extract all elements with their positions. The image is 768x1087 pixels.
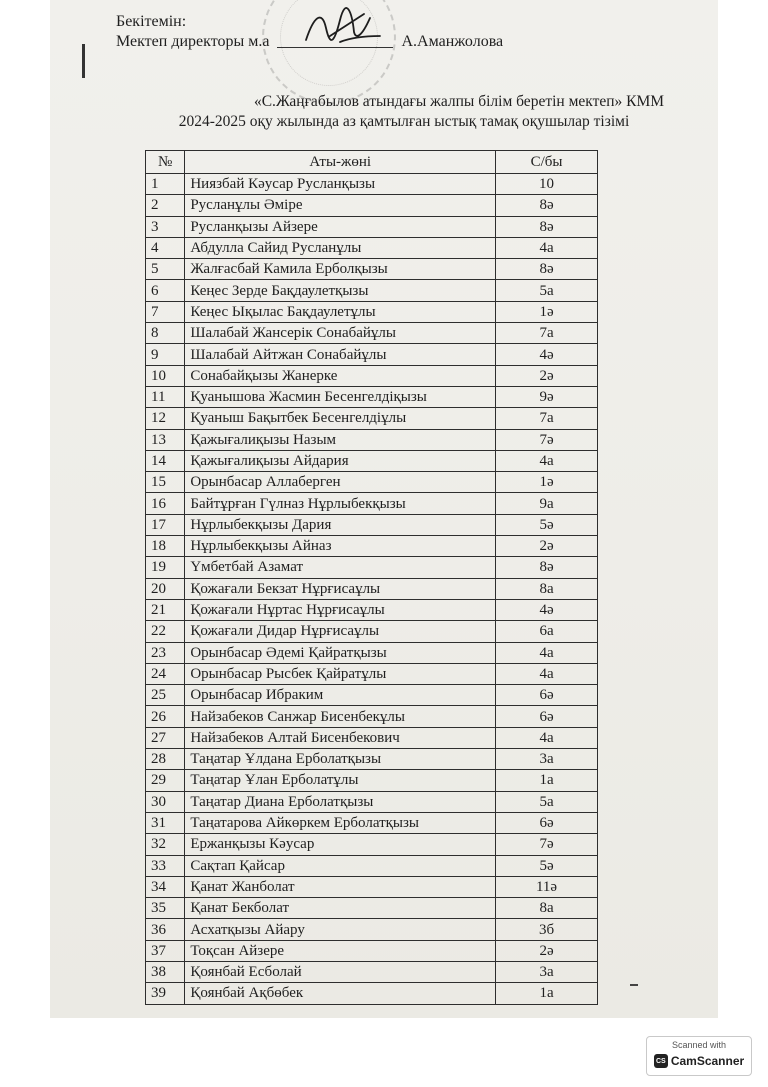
row-class: 4а: [496, 237, 598, 258]
watermark-caption: Scanned with: [671, 1040, 727, 1050]
row-class: 8ә: [496, 259, 598, 280]
row-class: 5а: [496, 280, 598, 301]
row-number: 34: [146, 876, 185, 897]
row-class: 4а: [496, 642, 598, 663]
row-name: Абдулла Сайид Русланұлы: [185, 237, 496, 258]
row-number: 14: [146, 450, 185, 471]
row-class: 8ә: [496, 195, 598, 216]
row-number: 29: [146, 770, 185, 791]
camscanner-logo-icon: CS: [654, 1054, 668, 1068]
table-row: [146, 514, 598, 535]
margin-mark: [82, 44, 85, 78]
row-class: 11ә: [496, 876, 598, 897]
row-class: 10: [496, 174, 598, 195]
row-number: 9: [146, 344, 185, 365]
row-number: 30: [146, 791, 185, 812]
row-class: 7а: [496, 323, 598, 344]
row-number: 39: [146, 983, 185, 1004]
row-class: 5ә: [496, 514, 598, 535]
table-row: [146, 898, 598, 919]
row-name: Орынбасар Аллаберген: [185, 472, 496, 493]
margin-dash: [630, 984, 638, 986]
row-class: 8а: [496, 578, 598, 599]
table-row: [146, 386, 598, 407]
row-name: Таңатарова Айкөркем Ерболатқызы: [185, 812, 496, 833]
row-number: 11: [146, 386, 185, 407]
approver-position: Мектеп директоры м.а: [116, 33, 270, 50]
row-class: 8ә: [496, 216, 598, 237]
table-row: [146, 323, 598, 344]
row-name: Русланқызы Айзере: [185, 216, 496, 237]
header-class: С/бы: [496, 151, 598, 174]
table-row: [146, 599, 598, 620]
row-number: 37: [146, 940, 185, 961]
approval-heading: Бекітемін:: [116, 13, 187, 30]
table-row: [146, 344, 598, 365]
row-number: 35: [146, 898, 185, 919]
table-row: [146, 450, 598, 471]
table-row: [146, 536, 598, 557]
table-row: [146, 983, 598, 1004]
row-class: 2ә: [496, 365, 598, 386]
title-line-2: 2024-2025 оқу жылында аз қамтылған ыстық тамақ оқушылар тізімі: [178, 113, 630, 130]
row-class: 2ә: [496, 536, 598, 557]
row-class: 6ә: [496, 685, 598, 706]
header-no: №: [146, 151, 185, 174]
row-number: 22: [146, 621, 185, 642]
row-name: Таңатар Диана Ерболатқызы: [185, 791, 496, 812]
table-row: [146, 642, 598, 663]
row-name: Үмбетбай Азамат: [185, 557, 496, 578]
row-name: Шалабай Жансерік Сонабайұлы: [185, 323, 496, 344]
row-number: 26: [146, 706, 185, 727]
row-number: 31: [146, 812, 185, 833]
row-class: 7а: [496, 408, 598, 429]
row-name: Ержанқызы Кәусар: [185, 834, 496, 855]
table-row: [146, 195, 598, 216]
row-name: Шалабай Айтжан Сонабайұлы: [185, 344, 496, 365]
table-row: [146, 876, 598, 897]
row-name: Қажығалиқызы Айдария: [185, 450, 496, 471]
row-name: Қожағали Дидар Нұрғисаұлы: [185, 621, 496, 642]
row-name: Найзабеков Санжар Бисенбекұлы: [185, 706, 496, 727]
row-name: Тоқсан Айзере: [185, 940, 496, 961]
row-name: Қажығалиқызы Назым: [185, 429, 496, 450]
row-name: Таңатар Ұлдана Ерболатқызы: [185, 749, 496, 770]
table-row: [146, 557, 598, 578]
row-name: Сонабайқызы Жанерке: [185, 365, 496, 386]
row-number: 13: [146, 429, 185, 450]
row-name: Қанат Бекболат: [185, 898, 496, 919]
table-row: [146, 919, 598, 940]
header-name: Аты-жөні: [185, 151, 496, 174]
row-class: 9а: [496, 493, 598, 514]
row-name: Қуаныш Бақытбек Бесенгелдіұлы: [185, 408, 496, 429]
row-number: 6: [146, 280, 185, 301]
row-number: 8: [146, 323, 185, 344]
row-class: 1ә: [496, 301, 598, 322]
row-class: 7ә: [496, 429, 598, 450]
table-row: [146, 280, 598, 301]
row-class: 9ә: [496, 386, 598, 407]
student-list-table: [145, 150, 598, 1005]
row-name: Қоянбай Есболай: [185, 961, 496, 982]
row-name: Русланұлы Әміре: [185, 195, 496, 216]
row-name: Байтұрған Гүлназ Нұрлыбекқызы: [185, 493, 496, 514]
table-row: [146, 174, 598, 195]
title-line-1: «С.Жаңғабылов атындағы жалпы білім беретін мектеп» КММ: [253, 93, 665, 110]
row-name: Қоянбай Ақбөбек: [185, 983, 496, 1004]
row-number: 4: [146, 237, 185, 258]
signature-line: [277, 33, 393, 48]
table-row: [146, 237, 598, 258]
table-row: [146, 855, 598, 876]
row-number: 21: [146, 599, 185, 620]
camscanner-watermark: [646, 1036, 752, 1076]
row-number: 7: [146, 301, 185, 322]
row-class: 1ә: [496, 472, 598, 493]
row-class: 3а: [496, 961, 598, 982]
row-number: 5: [146, 259, 185, 280]
row-class: 4ә: [496, 344, 598, 365]
table-row: [146, 578, 598, 599]
row-class: 7ә: [496, 834, 598, 855]
scanned-page: [50, 0, 718, 1018]
table-header-row: [146, 151, 598, 174]
row-name: Орынбасар Әдемі Қайратқызы: [185, 642, 496, 663]
row-name: Қанат Жанболат: [185, 876, 496, 897]
row-class: 5ә: [496, 855, 598, 876]
row-number: 10: [146, 365, 185, 386]
row-class: 6а: [496, 621, 598, 642]
row-number: 25: [146, 685, 185, 706]
row-class: 8ә: [496, 557, 598, 578]
row-name: Жалғасбай Камила Ерболқызы: [185, 259, 496, 280]
row-name: Қожағали Бекзат Нұрғисаұлы: [185, 578, 496, 599]
row-name: Қуанышова Жасмин Бесенгелдіқызы: [185, 386, 496, 407]
row-number: 36: [146, 919, 185, 940]
row-class: 3а: [496, 749, 598, 770]
table-row: [146, 685, 598, 706]
row-number: 32: [146, 834, 185, 855]
table-row: [146, 365, 598, 386]
row-number: 17: [146, 514, 185, 535]
table-row: [146, 791, 598, 812]
table-body: [146, 174, 598, 1005]
table-row: [146, 493, 598, 514]
row-name: Кеңес Зерде Бақдаулетқызы: [185, 280, 496, 301]
row-number: 12: [146, 408, 185, 429]
row-name: Нұрлыбекқызы Дария: [185, 514, 496, 535]
row-name: Нұрлыбекқызы Айназ: [185, 536, 496, 557]
table-row: [146, 812, 598, 833]
row-name: Қожағали Нұртас Нұрғисаұлы: [185, 599, 496, 620]
approval-block: [116, 12, 503, 52]
row-class: 6ә: [496, 812, 598, 833]
row-name: Орынбасар Ибраким: [185, 685, 496, 706]
table-row: [146, 940, 598, 961]
row-class: 4а: [496, 450, 598, 471]
row-number: 20: [146, 578, 185, 599]
table-row: [146, 770, 598, 791]
row-number: 24: [146, 663, 185, 684]
row-class: 4а: [496, 727, 598, 748]
approver-name: А.Аманжолова: [401, 33, 504, 50]
row-number: 16: [146, 493, 185, 514]
table-row: [146, 663, 598, 684]
document-title: [50, 92, 718, 132]
row-name: Асхатқызы Айару: [185, 919, 496, 940]
table-row: [146, 961, 598, 982]
table-row: [146, 621, 598, 642]
row-name: Найзабеков Алтай Бисенбекович: [185, 727, 496, 748]
row-number: 15: [146, 472, 185, 493]
row-class: 8а: [496, 898, 598, 919]
row-name: Орынбасар Рысбек Қайратұлы: [185, 663, 496, 684]
table-row: [146, 259, 598, 280]
watermark-brand: CamScanner: [670, 1054, 745, 1068]
row-name: Ниязбай Кәусар Русланқызы: [185, 174, 496, 195]
row-class: 4ә: [496, 599, 598, 620]
row-number: 28: [146, 749, 185, 770]
table-row: [146, 749, 598, 770]
row-name: Сақтап Қайсар: [185, 855, 496, 876]
row-class: 4а: [496, 663, 598, 684]
row-number: 19: [146, 557, 185, 578]
row-number: 3: [146, 216, 185, 237]
table-row: [146, 429, 598, 450]
table-row: [146, 834, 598, 855]
row-class: 1а: [496, 770, 598, 791]
row-number: 33: [146, 855, 185, 876]
row-number: 1: [146, 174, 185, 195]
row-class: 2ә: [496, 940, 598, 961]
row-number: 27: [146, 727, 185, 748]
table-row: [146, 301, 598, 322]
table-row: [146, 216, 598, 237]
row-class: 1а: [496, 983, 598, 1004]
table-row: [146, 727, 598, 748]
row-number: 2: [146, 195, 185, 216]
table-row: [146, 472, 598, 493]
row-class: 6ә: [496, 706, 598, 727]
row-name: Кеңес Ықылас Бақдаулетұлы: [185, 301, 496, 322]
row-number: 18: [146, 536, 185, 557]
row-name: Таңатар Ұлан Ерболатұлы: [185, 770, 496, 791]
row-number: 23: [146, 642, 185, 663]
row-number: 38: [146, 961, 185, 982]
table-row: [146, 706, 598, 727]
table-row: [146, 408, 598, 429]
row-class: 5а: [496, 791, 598, 812]
row-class: 3б: [496, 919, 598, 940]
